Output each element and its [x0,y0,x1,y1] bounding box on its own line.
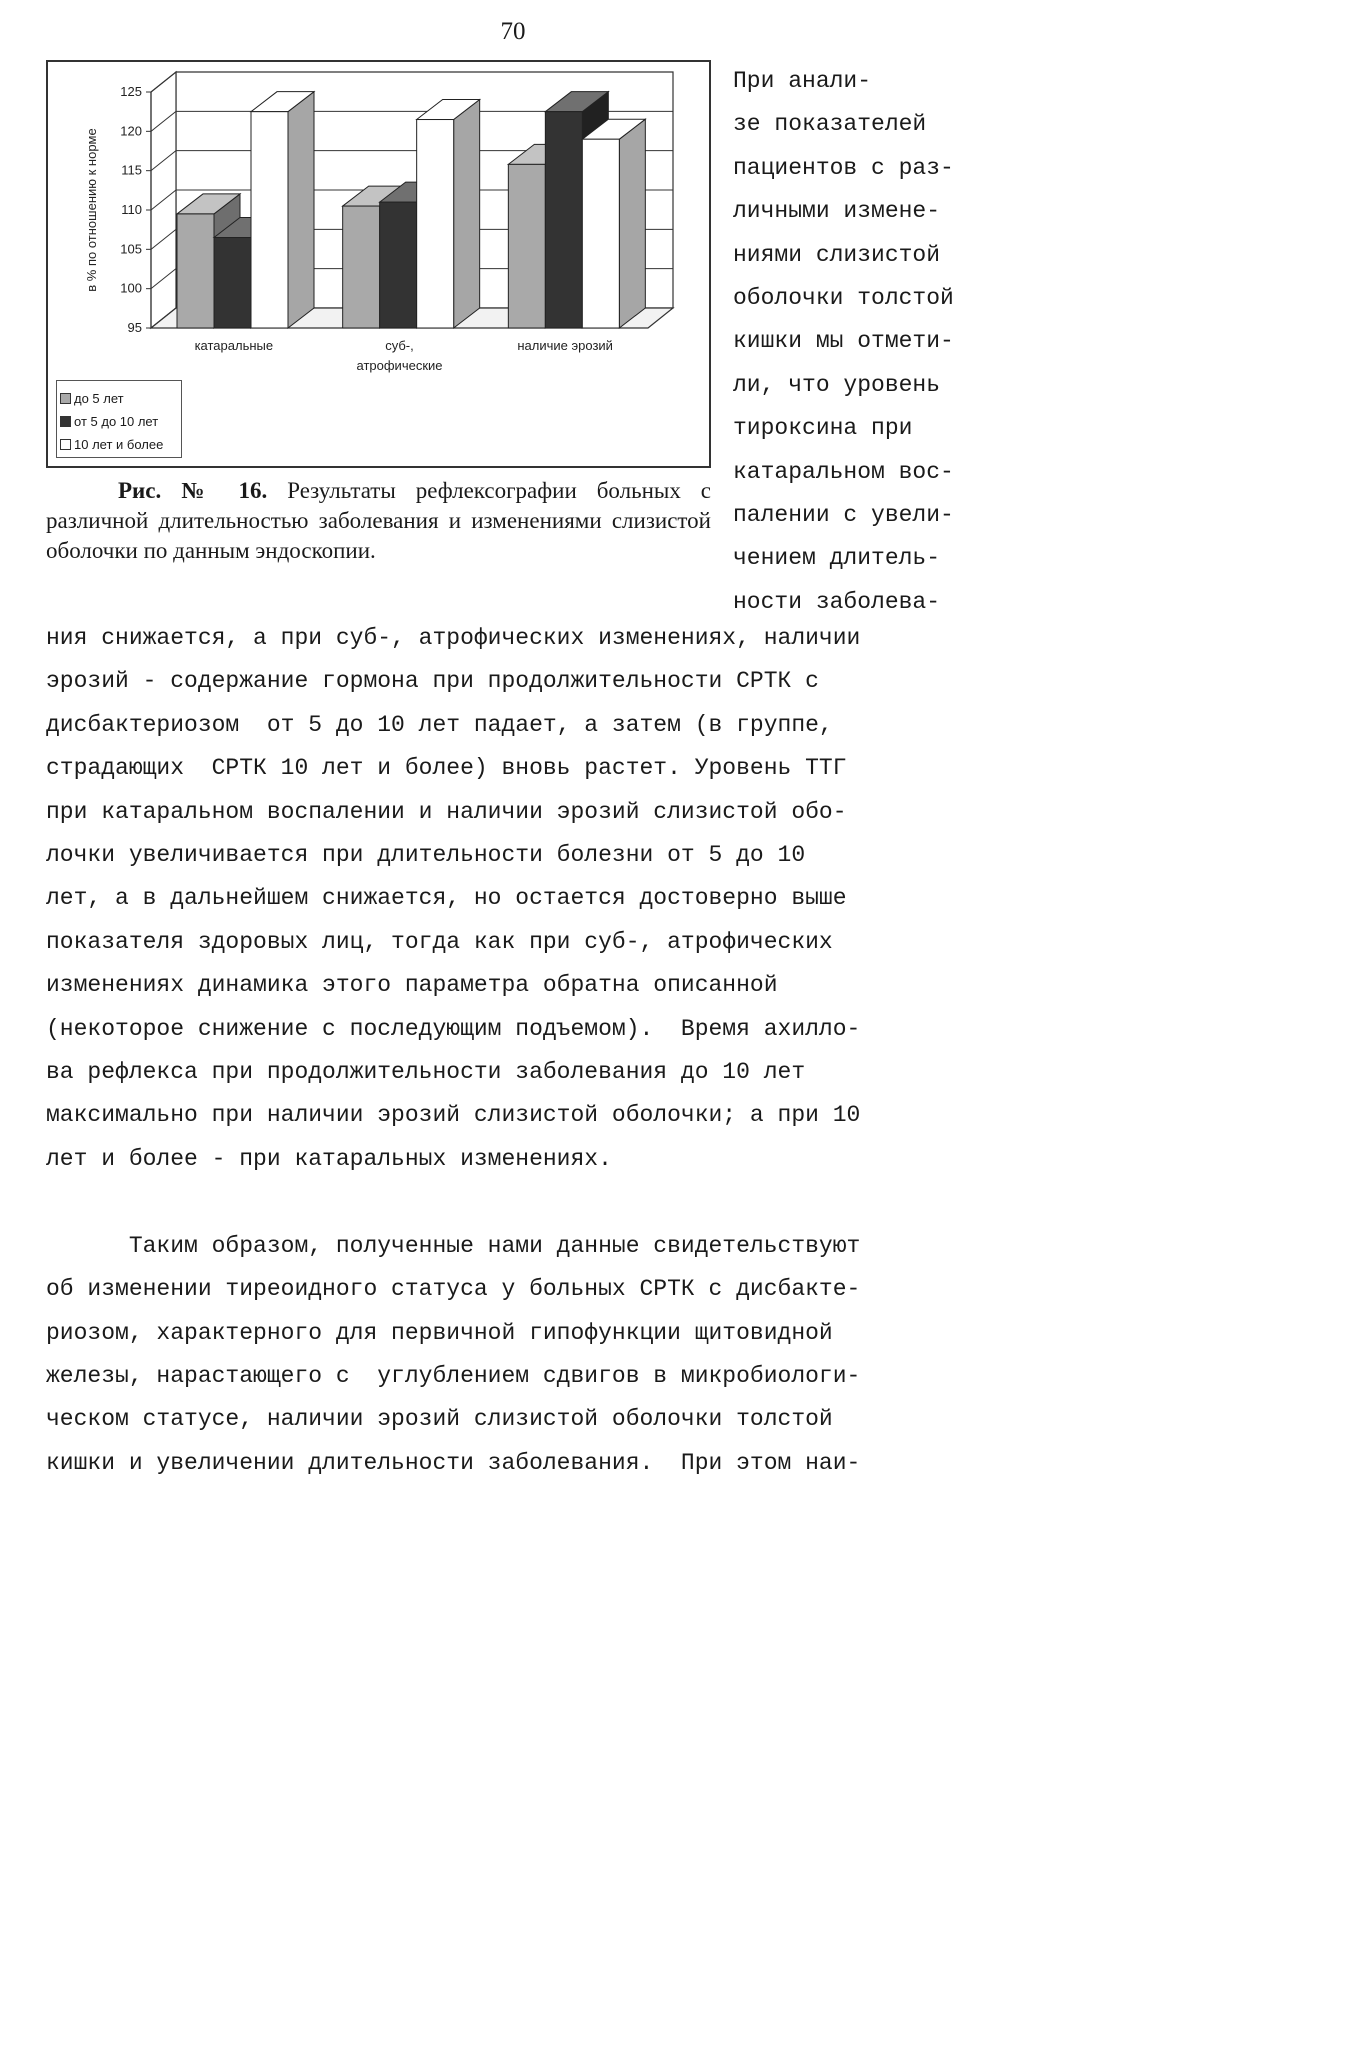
bar [214,238,251,328]
bar [343,206,380,328]
bar [545,112,582,328]
bar [417,120,454,328]
legend-item [60,433,181,456]
y-tick-label: 120 [120,123,142,139]
text-line: чением длитель- [733,545,941,572]
text-line: кишки мы отмети- [733,328,954,355]
text-line: максимально при наличии эрозий слизистой оболочки; а при 10 [46,1102,861,1129]
text-line [46,1181,1006,1224]
x-tick-label: атрофические [356,358,443,373]
text-line: кишки и увеличении длительности заболевания. При этом наи- [46,1449,861,1476]
text-line: катаральном вос- [733,458,954,485]
text-line: палении с увели- [733,502,954,529]
page-number: 70 [500,18,526,45]
chart-legend [56,380,182,458]
y-tick-label: 115 [121,162,142,178]
text-line: оболочки толстой [733,285,954,312]
text-line: изменениях динамика этого параметра обратна описанной [46,972,778,999]
legend-label: до 5 лет [74,391,124,406]
text-line: ности заболева- [733,588,941,615]
x-tick-label: наличие эрозий [517,338,613,353]
text-line: пациентов с раз- [733,154,954,181]
bar [508,164,545,328]
figure-caption [46,476,711,566]
text-line: ниями слизистой [733,241,941,268]
legend-item [60,410,181,433]
legend-swatch [60,393,71,404]
text-line: ния снижается, а при суб-, атрофических изменениях, наличии [46,625,861,651]
text-line: лочки увеличивается при длительности болезни от 5 до 10 [46,842,806,869]
bar-side [619,119,645,328]
legend-label: 10 лет и более [74,437,164,452]
text-line: зе показателей [733,111,927,138]
main-paragraph [46,617,1006,1485]
bar [380,202,417,328]
y-tick-label: 100 [120,280,142,296]
y-axis-label: в % по отношению к норме [84,128,99,292]
legend-swatch [60,416,71,427]
text-line: дисбактериозом от 5 до 10 лет падает, а затем (в группе, [46,711,833,738]
text-line: личными измене- [733,198,941,225]
text-line: Таким образом, полученные нами данные свидетельствуют [46,1232,861,1259]
bar [251,112,288,328]
text-line: ли, что уровень [733,371,941,398]
text-line: (некоторое снижение с последующим подъемом). Время ахилло- [46,1015,861,1042]
legend-swatch [60,439,71,450]
y-tick-label: 110 [121,202,142,217]
y-tick-label: 125 [120,84,142,99]
x-tick-label: катаральные [194,338,274,353]
bar [582,139,619,328]
text-line: лет, а в дальнейшем снижается, но остается достоверно выше [46,885,847,912]
legend-label: от 5 до 10 лет [74,414,159,429]
bar-side [288,92,314,328]
legend-item [60,387,181,410]
text-line: риозом, характерного для первичной гипофункции щитовидной [46,1319,833,1346]
text-line: страдающих СРТК 10 лет и более) вновь растет. Уровень ТТГ [46,755,847,782]
side-paragraph [733,60,1013,624]
y-tick-label: 105 [120,241,142,257]
caption-label: Рис. № 16. [118,478,268,503]
text-line: эрозий - содержание гормона при продолжительности СРТК с [46,668,819,695]
bar-side [454,100,480,328]
text-line: железы, нарастающего с углублением сдвигов в микробиологи- [46,1362,861,1389]
text-line: лет и более - при катаральных изменениях. [46,1145,612,1172]
text-line: об изменении тиреоидного статуса у больных СРТК с дисбакте- [46,1276,861,1303]
text-line: При анали- [733,68,872,94]
text-line: показателя здоровых лиц, тогда как при суб-, атрофических [46,928,833,955]
bar [177,214,214,328]
text-line: тироксина при [733,415,913,442]
text-line: ва рефлекса при продолжительности заболевания до 10 лет [46,1059,806,1086]
text-line: ческом статусе, наличии эрозий слизистой оболочки толстой [46,1406,833,1433]
y-tick-label: 95 [127,320,142,335]
figure-chart [46,60,711,468]
caption-text: Результаты рефлексографии больных с различной длительностью заболевания и изменениями слизистой оболочки по данным эндоскопии. [46,478,711,563]
text-line: при катаральном воспалении и наличии эрозий слизистой обо- [46,798,847,825]
x-tick-label: суб-, [385,338,414,353]
